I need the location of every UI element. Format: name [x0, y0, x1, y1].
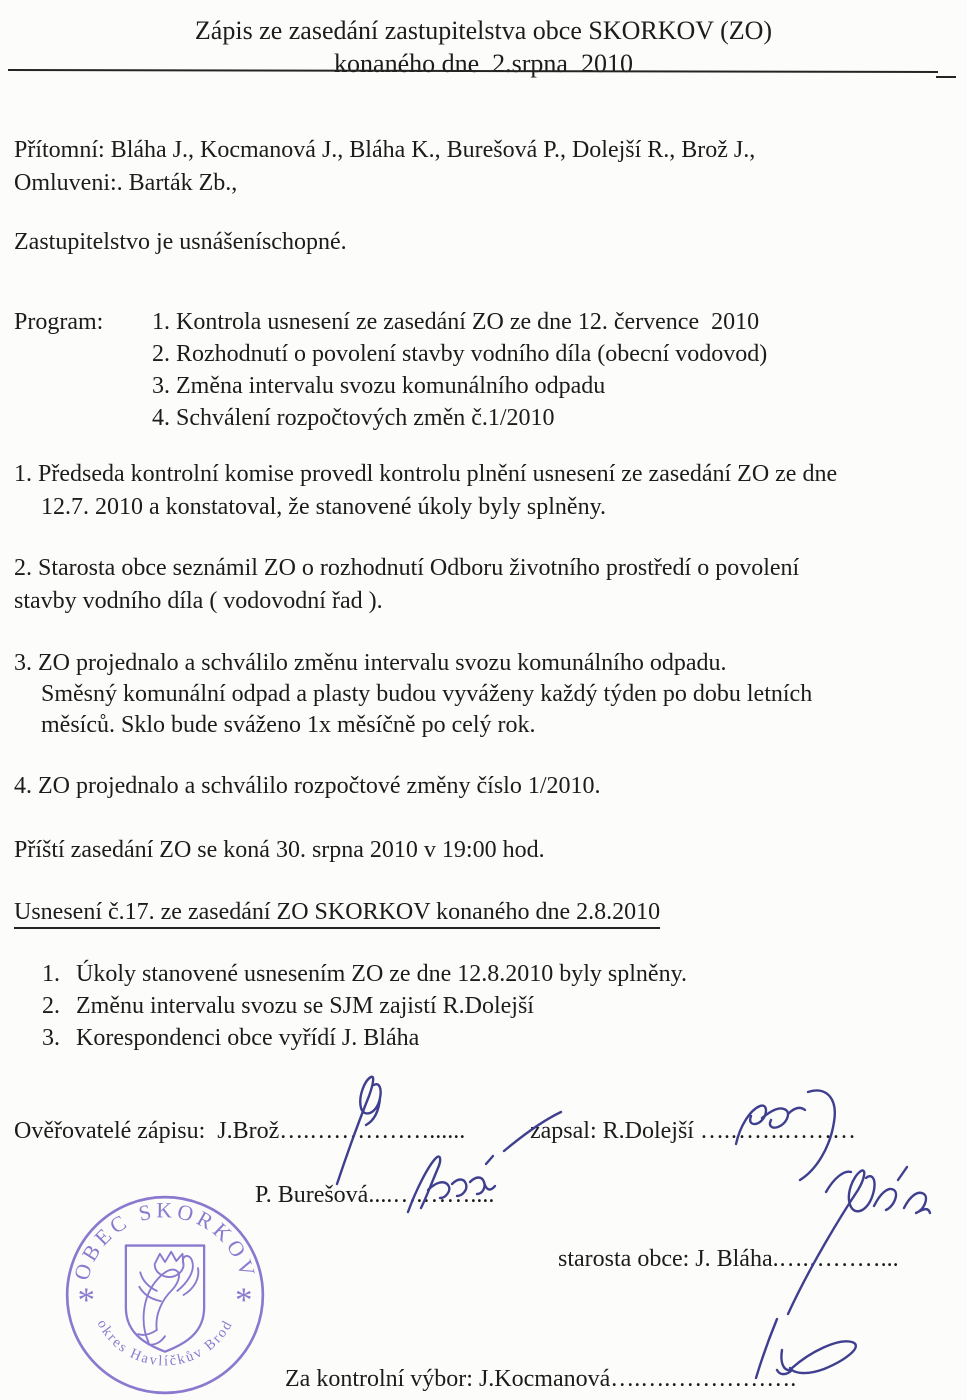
signature-stroke: [790, 1341, 856, 1373]
attendees-paragraph: [14, 134, 755, 200]
resolution-item-number: 1.: [42, 961, 60, 987]
minutes-item-2-line-1: 2. Starosta obce seznámil ZO o rozhodnutí Odboru životního prostředí o povolení: [14, 555, 800, 581]
signature-stroke: [904, 1193, 930, 1213]
program-item: 2. Rozhodnutí o povolení stavby vodního díla (obecní vodovod): [152, 341, 768, 367]
resolution-item-text: Úkoly stanovené usnesením ZO ze dne 12.8.2010 byly splněny.: [76, 961, 688, 987]
resolution-item: [14, 958, 687, 990]
quorum-statement: Zastupitelstvo je usnášeníschopné.: [14, 229, 347, 255]
stamp-top-text: OBEC SKORKOV: [69, 1198, 261, 1284]
title-underline-end-dash: [936, 76, 956, 78]
program-item: 4. Schválení rozpočtových změn č.1/2010: [152, 405, 555, 431]
attendees-present-line: Přítomní: Bláha J., Kocmanová J., Bláha K., Burešová P., Dolejší R., Brož J.,: [14, 137, 756, 163]
minutes-item-3-line-3: měsíců. Sklo bude sváženo 1x měsíčně po celý rok.: [41, 712, 536, 738]
resolution-heading-text: Usnesení č.17. ze zasedání ZO SKORKOV konaného dne 2.8.2010: [14, 899, 660, 929]
lion-body: [144, 1270, 179, 1343]
resolution-item-text: Korespondenci obce vyřídí J. Bláha: [76, 1025, 420, 1051]
resolution-item-text: Změnu intervalu svozu se SJM zajistí R.Dolejší: [76, 993, 534, 1019]
lion-forelegs: [139, 1272, 161, 1301]
signature-stroke: [486, 1156, 493, 1164]
signature-stroke: [826, 1172, 851, 1192]
program-item-list: [152, 306, 767, 434]
minutes-item-4: 4. ZO projednalo a schválilo rozpočtové změny číslo 1/2010.: [14, 773, 601, 799]
title-line-1: Zápis ze zasedání zastupitelstva obce SKORKOV (ZO): [194, 16, 773, 45]
resolution-heading: [14, 896, 660, 929]
minutes-item-3-line-1: 3. ZO projednalo a schválilo změnu intervalu svozu komunálního odpadu.: [14, 650, 727, 676]
program-label: Program:: [14, 309, 104, 335]
minutes-item-3: [14, 648, 812, 741]
control-committee-signature-line: Za kontrolní výbor: J.Kocmanová….….…………….: [285, 1366, 797, 1392]
signature-stroke: [788, 1108, 805, 1114]
signature-stroke: [874, 1189, 896, 1210]
resolution-item-number: 2.: [42, 993, 60, 1019]
mayor-signature-line: starosta obce: J. Bláha.….………...: [558, 1246, 899, 1272]
blaha-handwritten-signature: [770, 1162, 935, 1320]
lion-head: [155, 1252, 184, 1277]
lion-hindlegs: [138, 1330, 165, 1345]
minutes-item-3-line-2: Směsný komunální odpad a plasty budou vyváženy každý týden po dobu letních: [41, 681, 813, 707]
stamp-bottom-text: okres Havlíčkův Brod: [93, 1316, 237, 1370]
verifiers-signature-line: Ověřovatelé zápisu: J.Brož….……………......: [14, 1118, 466, 1144]
lion-tail: [177, 1256, 198, 1295]
municipal-stamp: [62, 1192, 268, 1398]
program-item: 1. Kontrola usnesení ze zasedání ZO ze dne 12. července 2010: [152, 309, 760, 335]
stamp-lion-emblem: [138, 1252, 198, 1345]
minutes-item-1-line-2: 12.7. 2010 a konstatoval, že stanovené úkoly byly splněny.: [41, 494, 607, 520]
program-section: [14, 306, 767, 434]
minutes-item-2-line-2: stavby vodního díla ( vodovodní řad ).: [14, 588, 383, 614]
title-line-2: konaného dne 2.srpna 2010: [334, 49, 633, 78]
program-item: 3. Změna intervalu svozu komunálního odpadu: [152, 373, 606, 399]
recorder-signature-line: zapsal: R.Dolejší ….…….………: [530, 1118, 856, 1144]
buresova-signature-line: P. Burešová....….……....: [255, 1182, 495, 1208]
stamp-right-star: *: [235, 1280, 253, 1320]
stamp-left-star: *: [77, 1280, 95, 1320]
signature-stroke: [898, 1167, 907, 1180]
minutes-item-2: [14, 552, 799, 618]
resolution-item: [14, 990, 687, 1022]
resolution-item-number: 3.: [42, 1025, 60, 1051]
next-meeting-notice: Příští zasedání ZO se koná 30. srpna 2010 v 19:00 hod.: [14, 837, 545, 863]
resolution-item-list: [14, 958, 687, 1054]
attendees-excused-line: Omluveni:. Barták Zb.,: [14, 170, 238, 196]
signature-stroke: [788, 1171, 875, 1314]
minutes-item-1: [14, 458, 837, 524]
resolution-item: [14, 1022, 687, 1054]
minutes-item-1-line-1: 1. Předseda kontrolní komise provedl kontrolu plnění usnesení ze zasedání ZO ze dne: [14, 461, 838, 487]
